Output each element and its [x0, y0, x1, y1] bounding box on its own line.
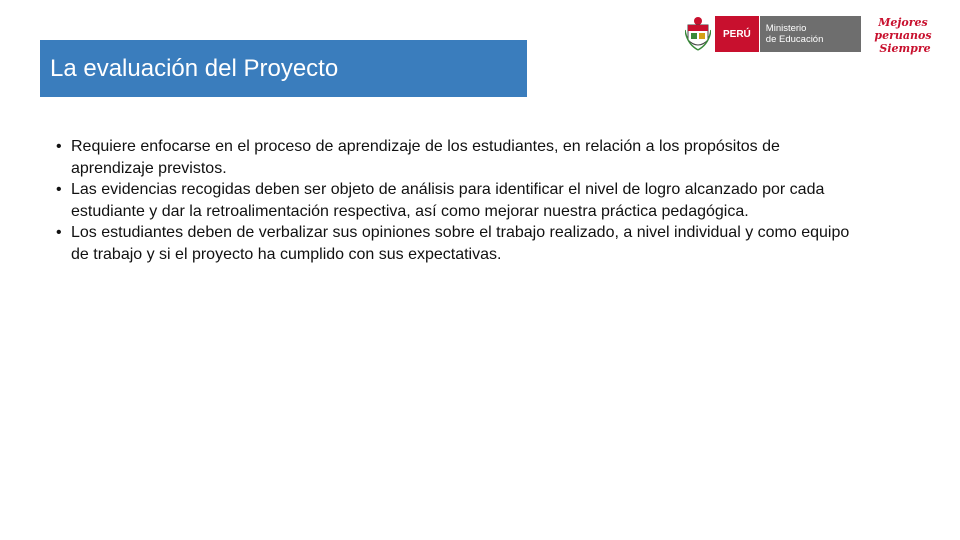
bullet-marker: • [56, 181, 62, 198]
peru-label-box [715, 16, 759, 52]
slide-title-bar [40, 40, 527, 97]
slide-title: La evaluación del Proyecto [50, 54, 339, 82]
bullet-text: Los estudiantes deben de verbalizar sus opiniones sobre el trabajo realizado, a nivel individual y como equipo de trabajo y si el proyecto ha cumplido con sus expectativas. [71, 224, 850, 263]
brand-line-1: Mejores [878, 16, 928, 29]
mejores-peruanos-siempre-logo [872, 14, 934, 58]
ministry-line-1: Ministerio [765, 23, 807, 34]
ministry-line-2: de Educación [765, 34, 824, 45]
bullet-text: Requiere enfocarse en el proceso de aprendizaje de los estudiantes, en relación a los propósitos de aprendizaje previstos. [71, 138, 780, 177]
bullet-marker: • [56, 138, 62, 155]
list-item [56, 136, 856, 179]
brand-line-3: Siempre [879, 42, 931, 55]
peru-label: PERÚ [723, 28, 751, 40]
bullet-text: Las evidencias recogidas deben ser objeto de análisis para identificar el nivel de logro alcanzado por cada estudiante y dar la retroalimentación respectiva, así como mejorar nuestra práctica pedagógica. [71, 181, 825, 220]
list-item [56, 179, 856, 222]
list-item [56, 222, 856, 265]
bullet-list [56, 136, 856, 265]
coat-of-arms-icon [685, 16, 711, 52]
ministry-label-box [759, 16, 861, 52]
ministry-logo [685, 16, 861, 52]
brand-line-2: peruanos [874, 29, 932, 42]
bullet-marker: • [56, 224, 62, 241]
